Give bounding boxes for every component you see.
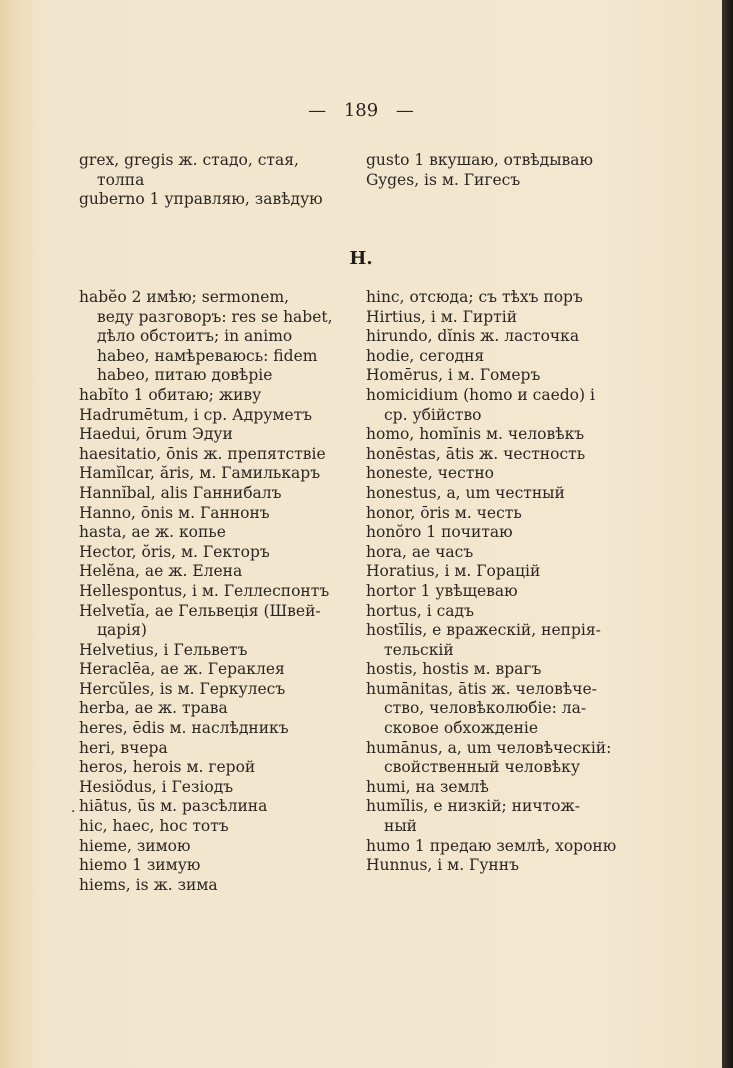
entry-line: hic, haec, hoc тотъ [79,817,229,836]
entry-line: Hunnus, i м. Гуннъ [366,856,519,875]
dictionary-entry [79,151,349,190]
section-letter: H. [349,248,373,269]
dictionary-entry [366,347,666,367]
entry-continuation: ный [384,817,417,836]
dictionary-entry [79,562,359,582]
entry-line: Hesiŏdus, i Гезіодъ [79,777,234,796]
entry-line: Horatius, i м. Горацій [366,562,541,581]
entry-line: habĕo 2 имѣю; sermonem, [79,288,290,306]
entry-line: humĭlis, e низкій; ничтож- [366,797,580,816]
entry-line: Homērus, i м. Гомеръ [366,366,541,385]
entry-line: hortus, i садъ [366,601,474,620]
dictionary-entry [79,582,359,602]
entry-line: homicidium (homo и caedo) i [366,385,595,404]
dictionary-entry [366,602,666,622]
dictionary-entry [366,621,666,660]
entry-line: guberno 1 управляю, завѣдую [79,190,323,209]
entry-line: grex, gregis ж. стадо, стая, [79,151,299,169]
entry-continuation: ср. убійство [384,405,482,424]
dictionary-entry [366,739,666,778]
dictionary-entry [366,484,666,504]
dictionary-entry [366,327,666,347]
entry-continuation: habeo, намѣреваюсь: fidem [97,346,318,365]
entry-line: hiems, is ж. зима [79,875,218,894]
top-right-column [366,151,666,190]
entry-line: hora, ae часъ [366,542,474,561]
page-header [0,100,722,121]
entry-line: Gyges, is м. Гигесъ [366,170,521,189]
dictionary-entry [79,797,359,817]
margin-mark: · [71,804,76,820]
right-column [366,288,666,876]
entry-line: haesitatio, ōnis ж. препятствіе [79,444,326,463]
entry-line: Heraclēa, ae ж. Гераклея [79,660,285,679]
dictionary-entry [79,739,359,759]
dictionary-entry [79,856,359,876]
dictionary-entry [79,425,359,445]
dictionary-entry [366,523,666,543]
dictionary-entry [79,660,359,680]
dictionary-entry [79,386,359,406]
entry-continuation: толпа [97,170,145,189]
entry-continuation: тельскій [384,640,454,659]
page-edge-shadow [722,0,733,1068]
dictionary-entry [79,464,359,484]
dictionary-entry [79,876,359,896]
entry-line: Hirtius, i м. Гиртій [366,307,518,326]
dictionary-entry [366,562,666,582]
entry-continuation: дѣло обстоитъ; in animo [97,327,293,346]
dictionary-entry [366,582,666,602]
entry-continuation: ство, человѣколюбіе: ла- [384,699,587,718]
entry-line: honeste, честно [366,464,495,483]
top-left-column [79,151,349,210]
dictionary-entry [366,837,666,857]
entry-line: honŏro 1 почитаю [366,523,513,542]
entry-line: habĭto 1 обитаю; живу [79,385,262,404]
entry-line: homo, homĭnis м. человѣкъ [366,425,585,444]
dictionary-entry [79,680,359,700]
header-dash-left: — [308,100,327,121]
header-dash-right: — [395,100,414,121]
dictionary-entry [79,288,359,386]
entry-line: Hamĭlcar, ăris, м. Гамилькаръ [79,464,321,483]
dictionary-entry [79,602,359,641]
entry-line: hortor 1 увѣщеваю [366,581,518,600]
dictionary-entry [366,680,666,739]
dictionary-entry [79,523,359,543]
entry-continuation: habeo, питаю довѣріе [97,366,273,385]
entry-line: heri, вчера [79,738,168,757]
entry-continuation: сковое обхожденіе [384,719,539,738]
entry-line: Hanno, ōnis м. Ганнонъ [79,503,270,522]
entry-line: humo 1 предаю землѣ, хороню [366,836,617,855]
entry-line: humānus, a, um человѣческій: [366,738,612,757]
dictionary-entry [366,660,666,680]
entry-line: Hellespontus, i м. Геллеспонтъ [79,581,330,600]
dictionary-entry [366,543,666,563]
dictionary-entry [366,366,666,386]
dictionary-entry [366,445,666,465]
dictionary-entry [79,484,359,504]
entry-line: herba, ae ж. трава [79,699,228,718]
dictionary-entry [366,504,666,524]
dictionary-entry [79,543,359,563]
entry-line: hinc, отсюда; съ тѣхъ поръ [366,288,583,306]
entry-line: honestus, a, um честный [366,483,565,502]
dictionary-entry [366,288,666,308]
entry-continuation: веду разговоръ: res se habet, [97,307,333,326]
dictionary-entry [366,797,666,836]
dictionary-entry [79,719,359,739]
entry-continuation: свойственный человѣку [384,758,580,777]
entry-line: hodie, сегодня [366,346,485,365]
entry-line: Hercŭles, is м. Геркулесъ [79,679,286,698]
entry-line: Hector, ŏris, м. Гекторъ [79,542,270,561]
entry-line: gusto 1 вкушаю, отвѣдываю [366,151,593,169]
entry-line: honēstas, ātis ж. честность [366,444,586,463]
entry-line: Helvetĭa, ae Гельвеція (Швей- [79,601,321,620]
left-column [79,288,359,895]
entry-line: hieme, зимою [79,836,191,855]
dictionary-entry [79,817,359,837]
dictionary-entry [366,171,666,191]
dictionary-entry [366,464,666,484]
entry-line: Hadrumētum, i ср. Адруметъ [79,405,313,424]
entry-line: hasta, ae ж. копье [79,523,226,542]
dictionary-entry [79,837,359,857]
entry-line: Helvetius, i Гельветъ [79,640,248,659]
entry-continuation: царія) [97,621,147,640]
entry-line: Hannĭbal, alis Ганнибалъ [79,483,282,502]
entry-line: hostīlis, e вражескій, непрія- [366,621,601,640]
entry-line: hiātus, ūs м. разсѣлина [79,797,268,816]
dictionary-entry [79,758,359,778]
entry-line: hirundo, dĭnis ж. ласточка [366,327,580,346]
entry-line: humānitas, ātis ж. человѣче- [366,679,597,698]
dictionary-entry [79,778,359,798]
entry-line: heros, herois м. герой [79,758,256,777]
entry-line: hiemo 1 зимую [79,856,201,875]
entry-line: Helĕna, ae ж. Елена [79,562,243,581]
dictionary-entry [366,308,666,328]
dictionary-entry [79,190,349,210]
dictionary-entry [79,445,359,465]
entry-line: Haedui, ōrum Эдуи [79,425,233,444]
entry-line: hostis, hostis м. врагъ [366,660,542,679]
dictionary-entry [366,778,666,798]
entry-line: honor, ōris м. честь [366,503,522,522]
dictionary-entry [79,699,359,719]
dictionary-entry [79,641,359,661]
entry-line: heres, ēdis м. наслѣдникъ [79,719,289,738]
page-number: 189 [343,100,379,121]
dictionary-entry [366,151,666,171]
dictionary-entry [366,856,666,876]
dictionary-entry [366,425,666,445]
dictionary-entry [79,406,359,426]
dictionary-entry [79,504,359,524]
dictionary-entry [366,386,666,425]
entry-line: humi, на землѣ [366,777,489,796]
